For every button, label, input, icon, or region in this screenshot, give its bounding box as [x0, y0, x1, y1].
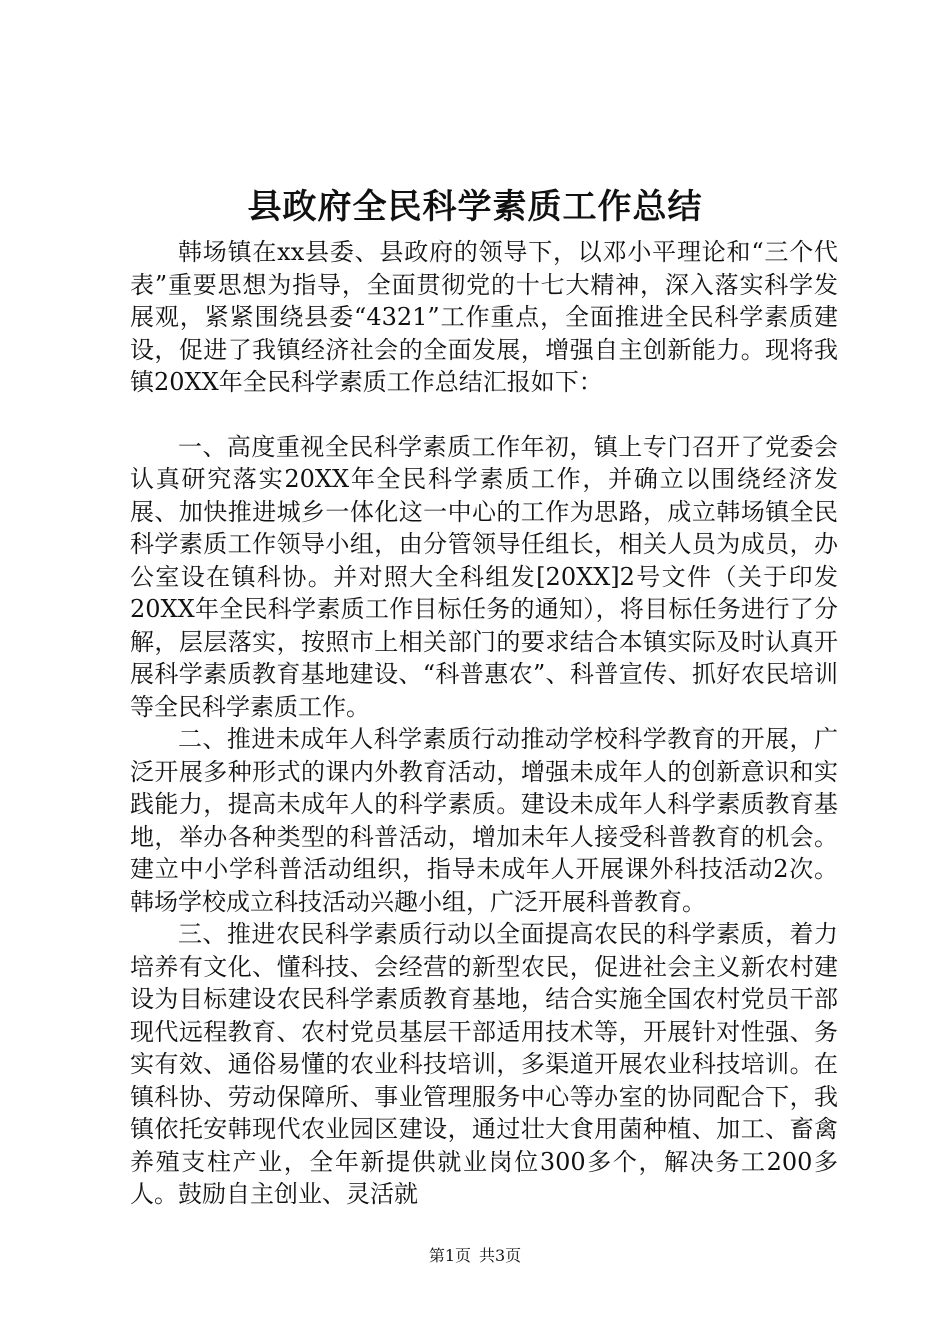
paragraph-intro: 韩场镇在xx县委、县政府的领导下，以邓小平理论和“三个代表”重要思想为指导，全面贯彻党的十七大精神，深入落实科学发展观，紧紧围绕县委“4321”工作重点，全面推进全民科学素质建设，促进了我镇经济社会的全面发展，增强自主创新能力。现将我镇20XX年全民科学素质工作总结汇报如下：	[130, 238, 838, 396]
paragraph-section-3: 三、推进农民科学素质行动以全面提高农民的科学素质，着力培养有文化、懂科技、会经营的新型农民，促进社会主义新农村建设为目标建设农民科学素质教育基地，结合实施全国农村党员干部现代远程教育、农村党员基层干部适用技术等，开展针对性强、务实有效、通俗易懂的农业科技培训，多渠道开展农业科技培训。在镇科协、劳动保障所、事业管理服务中心等办室的协同配合下，我镇依托安韩现代农业园区建设，通过壮大食用菌种植、加工、畜禽养殖支柱产业，全年新提供就业岗位300多个，解决务工200多人。鼓励自主创业、灵活就	[130, 920, 838, 1208]
paragraph-section-1: 一、高度重视全民科学素质工作年初，镇上专门召开了党委会认真研究落实20XX年全民科学素质工作，并确立以围绕经济发展、加快推进城乡一体化这一中心的工作为思路，成立韩场镇全民科学素质工作领导小组，由分管领导任组长，相关人员为成员，办公室设在镇科协。并对照大全科组发[20XX]2号文件（关于印发20XX年全民科学素质工作目标任务的通知），将目标任务进行了分解，层层落实，按照市上相关部门的要求结合本镇实际及时认真开展科学素质教育基地建设、“科普惠农”、科普宣传、抓好农民培训等全民科学素质工作。	[130, 432, 838, 721]
page-footer	[0, 1244, 950, 1268]
page-number: 第1页	[428, 1246, 471, 1265]
paragraph-section-2: 二、推进未成年人科学素质行动推动学校科学教育的开展，广泛开展多种形式的课内外教育活动，增强未成年人的创新意识和实践能力，提高未成年人的科学素质。建设未成年人科学素质教育基地，举办各种类型的科普活动，增加未年人接受科普教育的机会。建立中小学科普活动组织，指导未成年人开展课外科技活动2次。韩场学校成立科技活动兴趣小组，广泛开展科普教育。	[130, 725, 838, 916]
page-total: 共3页	[479, 1246, 522, 1265]
document-body	[130, 236, 838, 1211]
document-title: 县政府全民科学素质工作总结	[247, 187, 703, 227]
